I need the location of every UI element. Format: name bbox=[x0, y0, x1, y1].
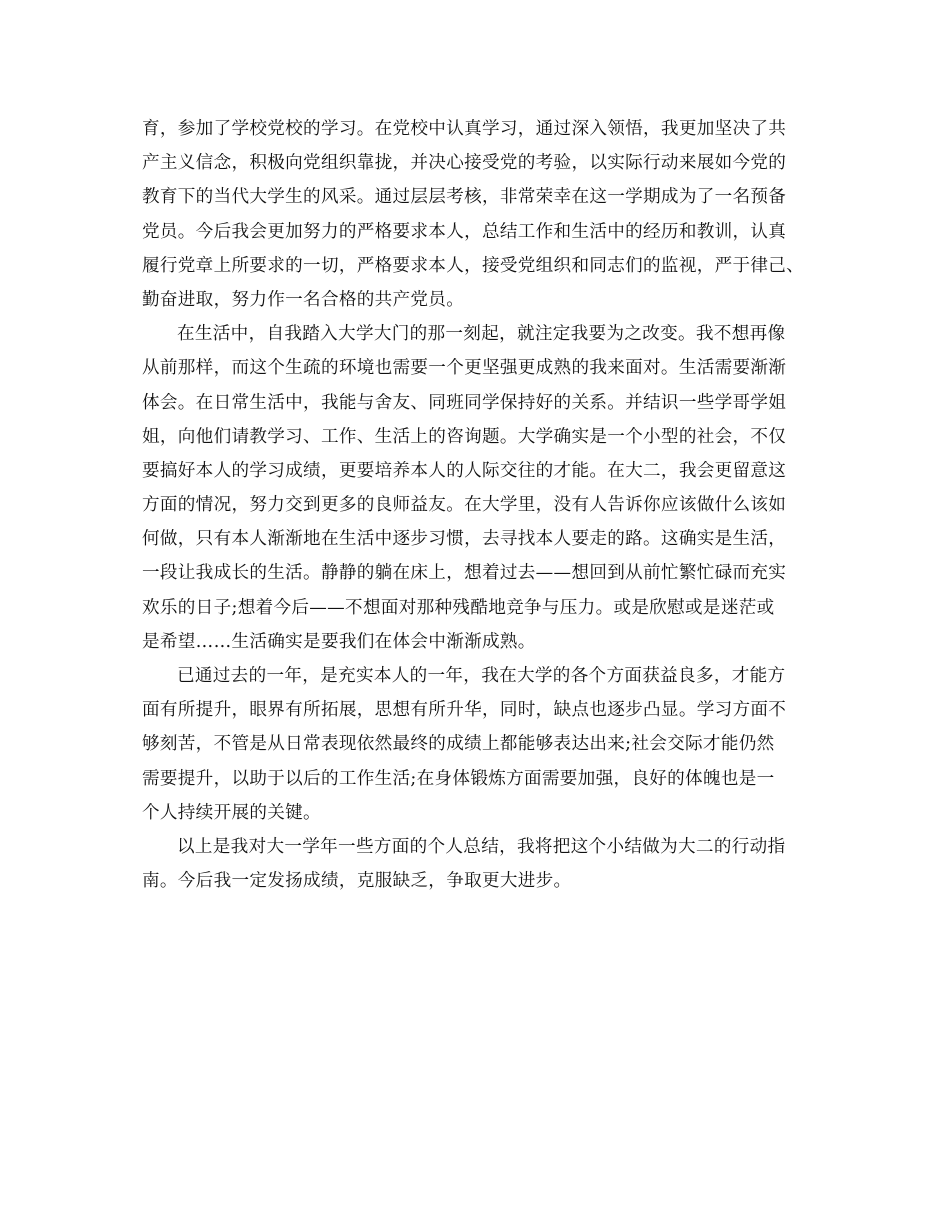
text-line: 以上是我对大一学年一些方面的个人总结，我将把这个小结做为大二的行动指 bbox=[177, 836, 786, 857]
paragraph-3 bbox=[142, 659, 832, 830]
text-line: 勤奋进取，努力作一名合格的共产党员。 bbox=[142, 289, 465, 310]
text-line: 履行党章上所要求的一切，严格要求本人，接受党组织和同志们的监视，严于律己、 bbox=[142, 255, 805, 276]
text-line: 产主义信念，积极向党组织靠拢，并决心接受党的考验，以实际行动来展如今党的 bbox=[142, 153, 787, 174]
text-line: 育，参加了学校党校的学习。在党校中认真学习，通过深入领悟，我更加坚决了共 bbox=[142, 119, 787, 139]
paragraph-2 bbox=[142, 317, 832, 659]
text-line: 是希望……生活确实是要我们在体会中渐渐成熟。 bbox=[142, 631, 536, 652]
text-line: 需要提升，以助于以后的工作生活;在身体锻炼方面需要加强，良好的体魄也是一 bbox=[142, 768, 775, 789]
text-line: 个人持续开展的关键。 bbox=[142, 802, 321, 823]
text-line: 要搞好本人的学习成绩，更要培养本人的人际交往的才能。在大二，我会更留意这 bbox=[142, 460, 787, 481]
text-line: 在生活中，自我踏入大学大门的那一刻起，就注定我要为之改变。我不想再像 bbox=[177, 324, 786, 345]
text-line: 一段让我成长的生活。静静的躺在床上，想着过去——想回到从前忙繁忙碌而充实 bbox=[142, 563, 787, 584]
text-line: 欢乐的日子;想着今后——不想面对那种残酷地竞争与压力。或是欣慰或是迷茫或 bbox=[142, 597, 775, 618]
paragraph-1 bbox=[142, 112, 832, 317]
paragraph-4 bbox=[142, 830, 832, 898]
text-line: 体会。在日常生活中，我能与舍友、同班同学保持好的关系。并结识一些学哥学姐 bbox=[142, 392, 787, 413]
text-line: 姐，向他们请教学习、工作、生活上的咨询题。大学确实是一个小型的社会，不仅 bbox=[142, 426, 787, 447]
text-line: 何做，只有本人渐渐地在生活中逐步习惯，去寻找本人要走的路。这确实是生活， bbox=[142, 529, 787, 550]
text-line: 党员。今后我会更加努力的严格要求本人，总结工作和生活中的经历和教训，认真 bbox=[142, 221, 787, 242]
text-line: 面有所提升，眼界有所拓展，思想有所升华，同时，缺点也逐步凸显。学习方面不 bbox=[142, 700, 787, 721]
text-line: 够刻苦，不管是从日常表现依然最终的成绩上都能够表达出来;社会交际才能仍然 bbox=[142, 734, 775, 755]
text-line: 教育下的当代大学生的风采。通过层层考核，非常荣幸在这一学期成为了一名预备 bbox=[142, 187, 787, 208]
text-line: 已通过去的一年，是充实本人的一年，我在大学的各个方面获益良多，才能方 bbox=[177, 666, 786, 686]
document-body bbox=[142, 112, 832, 898]
text-line: 南。今后我一定发扬成绩，克服缺乏，争取更大进步。 bbox=[142, 871, 572, 892]
text-line: 从前那样，而这个生疏的环境也需要一个更坚强更成熟的我来面对。生活需要渐渐 bbox=[142, 358, 787, 379]
text-line: 方面的情况，努力交到更多的良师益友。在大学里，没有人告诉你应该做什么该如 bbox=[142, 495, 787, 516]
